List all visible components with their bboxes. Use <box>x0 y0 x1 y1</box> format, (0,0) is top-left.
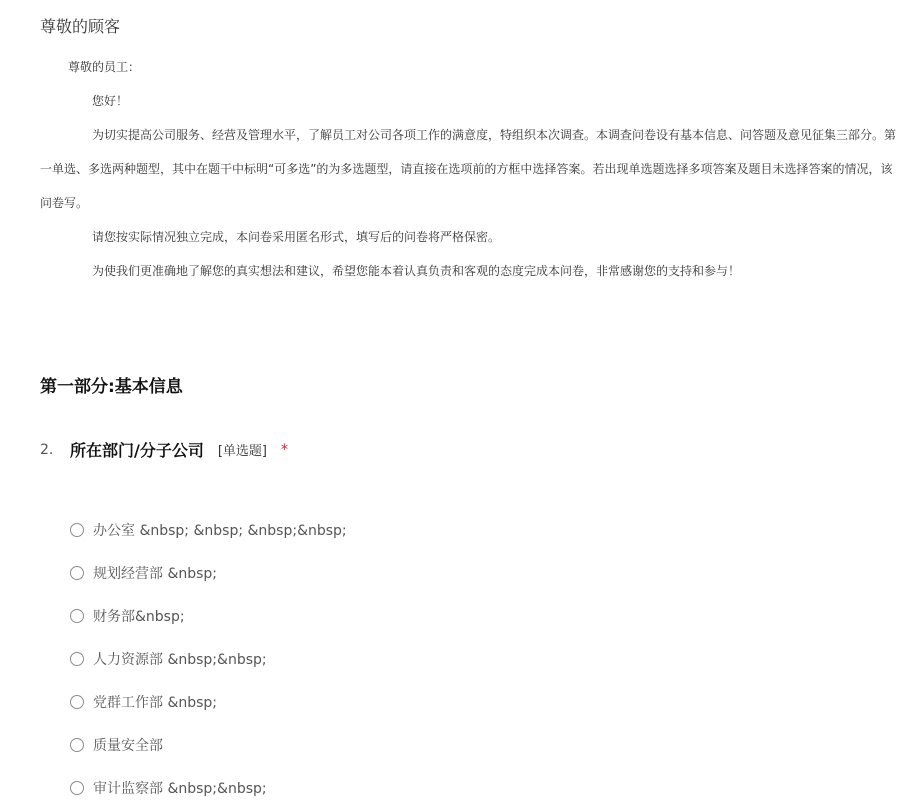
radio-option-list <box>70 508 347 800</box>
intro-greeting: 尊敬的员工： <box>68 60 141 74</box>
radio-option-label: 质量安全部 <box>93 737 163 754</box>
radio-option[interactable] <box>70 766 347 800</box>
radio-button[interactable] <box>70 652 84 666</box>
radio-option[interactable] <box>70 723 347 766</box>
radio-option[interactable] <box>70 680 347 723</box>
question-number: 2. <box>40 441 54 458</box>
intro-paragraph-3: 为使我们更准确地了解您的真实想法和建议，希望您能本着认真负责和客观的态度完成本问卷，非常感谢您的支持和参与！ <box>92 264 741 278</box>
intro-text <box>40 50 900 288</box>
radio-option-label: 办公室 &nbsp; &nbsp; &nbsp;&nbsp; <box>93 522 347 539</box>
radio-button[interactable] <box>70 738 84 752</box>
radio-button[interactable] <box>70 781 84 795</box>
radio-button[interactable] <box>70 609 84 623</box>
radio-option-label: 规划经营部 &nbsp; <box>93 565 218 582</box>
radio-button[interactable] <box>70 523 84 537</box>
question-type-label: [单选题] <box>217 444 268 459</box>
radio-option-label: 财务部&nbsp; <box>93 608 185 625</box>
section-title: 第一部分:基本信息 <box>40 377 183 397</box>
page-heading: 尊敬的顾客 <box>40 17 121 36</box>
question-header <box>40 438 288 461</box>
radio-option[interactable] <box>70 508 347 551</box>
radio-option-label: 党群工作部 &nbsp; <box>93 694 218 711</box>
radio-option-label: 人力资源部 &nbsp;&nbsp; <box>93 651 267 668</box>
intro-paragraph-2: 请您按实际情况独立完成，本问卷采用匿名形式，填写后的问卷将严格保密。 <box>92 230 501 244</box>
radio-option[interactable] <box>70 637 347 680</box>
intro-hello: 您好！ <box>92 94 129 108</box>
radio-option[interactable] <box>70 551 347 594</box>
required-asterisk: * <box>281 441 289 458</box>
radio-option-label: 审计监察部 &nbsp;&nbsp; <box>93 780 267 797</box>
radio-button[interactable] <box>70 566 84 580</box>
radio-option[interactable] <box>70 594 347 637</box>
radio-button[interactable] <box>70 695 84 709</box>
question-title: 所在部门/分子公司 <box>70 441 204 460</box>
intro-paragraph-1: 为切实提高公司服务、经营及管理水平，了解员工对公司各项工作的满意度，特组织本次调查。本调查问卷设有基本信息、问答题及意见征集三部分。第一单选、多选两种题型，其中在题干中标明“可多选”的为多选题型，请直接在选项前的方框中选择答案。若出现单选题选择多项答案及题目未选择答案的情况，该问卷写。 <box>40 128 897 210</box>
